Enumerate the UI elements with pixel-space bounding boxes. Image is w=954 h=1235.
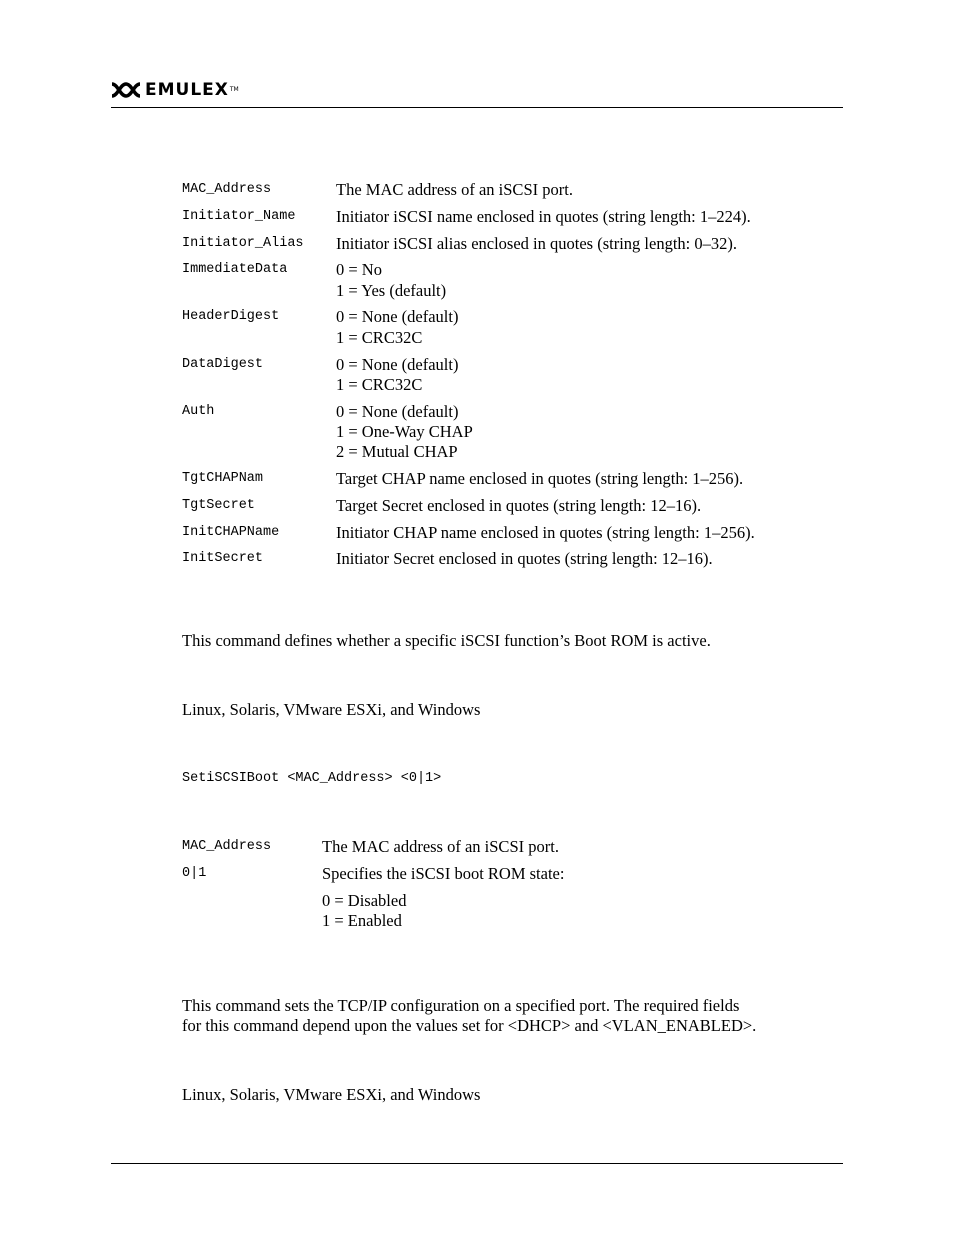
param-name: MAC_Address [182, 182, 272, 197]
table-row [182, 837, 564, 857]
param-name [182, 891, 322, 932]
emulex-logo [111, 80, 239, 100]
param-desc: Initiator Secret enclosed in quotes (string length: 12–16). [336, 549, 713, 569]
param-name: DataDigest [182, 356, 264, 372]
param-desc: 0 = None (default) 1 = One-Way CHAP 2 = Mutual CHAP [336, 401, 473, 462]
param-desc: Specifies the iSCSI boot ROM state: [322, 863, 565, 883]
param-desc: Target Secret enclosed in quotes (string length: 12–16). [336, 495, 702, 515]
param-name: 0|1 [182, 865, 207, 881]
table-row [182, 523, 755, 543]
table-row [182, 864, 564, 884]
table-row [182, 402, 755, 463]
param-desc: 0 = None (default) 1 = CRC32C [336, 354, 459, 394]
table-row [182, 891, 564, 932]
parameters-table-1 [182, 180, 755, 576]
emulex-mark-icon [111, 82, 141, 98]
param-name: Initiator_Name [182, 208, 296, 224]
param-desc: Initiator CHAP name enclosed in quotes (string length: 1–256). [336, 522, 755, 542]
table-row [182, 496, 755, 516]
table-row [182, 180, 755, 200]
setiscsiboot-supported-by: Linux, Solaris, VMware ESXi, and Windows [182, 700, 481, 719]
param-name: Initiator_Alias [182, 235, 304, 251]
table-row [182, 207, 755, 227]
param-desc: 0 = No 1 = Yes (default) [336, 260, 447, 300]
param-name: InitCHAPName [182, 524, 280, 540]
param-desc: The MAC address of an iSCSI port. [322, 837, 559, 856]
param-name: ImmediateData [182, 262, 288, 278]
param-desc: Target CHAP name enclosed in quotes (string length: 1–256). [336, 469, 744, 489]
param-desc: Initiator iSCSI name enclosed in quotes (string length: 1–224). [336, 206, 751, 226]
param-name: InitSecret [182, 551, 264, 567]
parameters-table-2 [182, 837, 564, 938]
param-name: TgtSecret [182, 497, 255, 513]
param-name: Auth [182, 403, 215, 419]
table-row [182, 469, 755, 489]
table-row [182, 234, 755, 254]
param-name: HeaderDigest [182, 309, 280, 325]
param-desc: Initiator iSCSI alias enclosed in quotes (string length: 0–32). [336, 233, 737, 253]
logo-text: EMULEX [145, 80, 229, 100]
setnetworkconfiguration-supported-by: Linux, Solaris, VMware ESXi, and Windows [182, 1085, 481, 1104]
setiscsiboot-description: This command defines whether a specific iSCSI function’s Boot ROM is active. [182, 631, 711, 650]
setiscsiboot-syntax: SetiSCSIBoot <MAC_Address> <0|1> [182, 771, 442, 786]
param-desc: 0 = None (default) 1 = CRC32C [336, 307, 459, 347]
table-row [182, 307, 755, 348]
setnetworkconfiguration-description: This command sets the TCP/IP configuration on a specified port. The required fields for this command depend upon the values set for <DHCP> and <VLAN_ENABLED>. [182, 996, 757, 1036]
param-name: MAC_Address [182, 839, 272, 854]
table-row [182, 355, 755, 396]
param-desc: 0 = Disabled 1 = Enabled [322, 891, 407, 931]
param-desc: The MAC address of an iSCSI port. [336, 180, 573, 199]
header-rule [111, 107, 843, 108]
param-name: TgtCHAPNam [182, 471, 264, 487]
table-row [182, 549, 755, 569]
table-row [182, 260, 755, 301]
footer-rule [111, 1163, 843, 1164]
trademark-mark: TM [229, 86, 239, 93]
